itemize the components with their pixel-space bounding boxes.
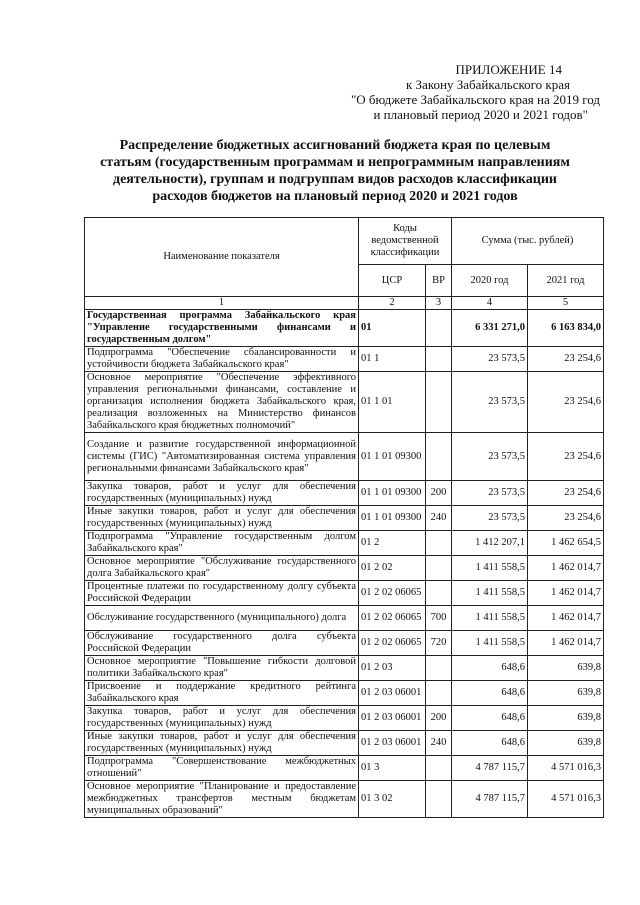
appendix-line-3: и плановый период 2020 и 2021 годов" bbox=[373, 107, 588, 122]
row-csr: 01 3 bbox=[359, 756, 426, 781]
appendix-block bbox=[300, 62, 600, 122]
row-vr bbox=[426, 781, 452, 818]
header-csr: ЦСР bbox=[359, 265, 426, 297]
row-sum-2020: 1 411 558,5 bbox=[452, 581, 528, 606]
row-sum-2020: 23 573,5 bbox=[452, 506, 528, 531]
row-sum-2020: 6 331 271,0 bbox=[452, 310, 528, 347]
row-sum-2021: 639,8 bbox=[528, 656, 604, 681]
row-csr: 01 2 bbox=[359, 531, 426, 556]
table-row bbox=[85, 531, 604, 556]
row-sum-2020: 648,6 bbox=[452, 656, 528, 681]
table-row bbox=[85, 781, 604, 818]
row-name: Обслуживание государственного (муниципального) долга bbox=[85, 606, 359, 631]
col-number: 5 bbox=[528, 297, 604, 310]
row-name: Государственная программа Забайкальского края "Управление государственными финансами и государственным долгом" bbox=[85, 310, 359, 347]
table-row bbox=[85, 581, 604, 606]
col-number: 3 bbox=[426, 297, 452, 310]
col-number: 2 bbox=[359, 297, 426, 310]
row-sum-2021: 23 254,6 bbox=[528, 481, 604, 506]
row-csr: 01 3 02 bbox=[359, 781, 426, 818]
row-csr: 01 2 02 06065 bbox=[359, 581, 426, 606]
row-name: Иные закупки товаров, работ и услуг для обеспечения государственных (муниципальных) нужд bbox=[85, 506, 359, 531]
row-sum-2020: 23 573,5 bbox=[452, 372, 528, 433]
row-csr: 01 2 02 06065 bbox=[359, 631, 426, 656]
row-name: Основное мероприятие "Обслуживание государственного долга Забайкальского края" bbox=[85, 556, 359, 581]
row-sum-2020: 23 573,5 bbox=[452, 347, 528, 372]
row-vr bbox=[426, 581, 452, 606]
row-vr bbox=[426, 656, 452, 681]
row-name: Обслуживание государственного долга субъекта Российской Федерации bbox=[85, 631, 359, 656]
table-row bbox=[85, 347, 604, 372]
row-sum-2020: 23 573,5 bbox=[452, 433, 528, 481]
row-csr: 01 1 01 09300 bbox=[359, 481, 426, 506]
row-sum-2020: 4 787 115,7 bbox=[452, 781, 528, 818]
column-number-row bbox=[85, 297, 604, 310]
row-vr bbox=[426, 556, 452, 581]
row-name: Подпрограмма "Совершенствование межбюджетных отношений" bbox=[85, 756, 359, 781]
row-csr: 01 2 02 06065 bbox=[359, 606, 426, 631]
row-name: Подпрограмма "Обеспечение сбалансированности и устойчивости бюджета Забайкальского края" bbox=[85, 347, 359, 372]
row-name: Подпрограмма "Управление государственным долгом Забайкальского края" bbox=[85, 531, 359, 556]
row-sum-2021: 23 254,6 bbox=[528, 372, 604, 433]
row-csr: 01 2 02 bbox=[359, 556, 426, 581]
row-vr: 700 bbox=[426, 606, 452, 631]
heading-line-2: статьям (государственным программам и непрограммным направлениям bbox=[100, 155, 570, 170]
header-codes: Коды ведомственной классификации bbox=[359, 218, 452, 265]
appendix-line-2: "О бюджете Забайкальского края на 2019 год bbox=[350, 92, 600, 107]
row-vr bbox=[426, 310, 452, 347]
row-csr: 01 2 03 06001 bbox=[359, 731, 426, 756]
row-sum-2020: 648,6 bbox=[452, 681, 528, 706]
table-row bbox=[85, 656, 604, 681]
row-csr: 01 1 01 09300 bbox=[359, 433, 426, 481]
table-row bbox=[85, 506, 604, 531]
row-name: Основное мероприятие "Обеспечение эффективного управления региональными финансами, составление и организация исполнения бюджета Забайкальского края, реализация возложенных на Министерство финансов Забайкальского края бюджетных полномочий" bbox=[85, 372, 359, 433]
row-sum-2021: 1 462 014,7 bbox=[528, 631, 604, 656]
row-name: Основное мероприятие "Повышение гибкости долговой политики Забайкальского края" bbox=[85, 656, 359, 681]
row-csr: 01 2 03 bbox=[359, 656, 426, 681]
table-row bbox=[85, 310, 604, 347]
row-sum-2021: 23 254,6 bbox=[528, 347, 604, 372]
header-vr: ВР bbox=[426, 265, 452, 297]
row-name: Закупка товаров, работ и услуг для обеспечения государственных (муниципальных) нужд bbox=[85, 481, 359, 506]
row-vr bbox=[426, 531, 452, 556]
row-csr: 01 2 03 06001 bbox=[359, 706, 426, 731]
document-heading bbox=[70, 137, 600, 205]
row-vr: 240 bbox=[426, 731, 452, 756]
header-2021: 2021 год bbox=[528, 265, 604, 297]
row-name: Процентные платежи по государственному долгу субъекта Российской Федерации bbox=[85, 581, 359, 606]
row-sum-2021: 1 462 654,5 bbox=[528, 531, 604, 556]
appendix-title: ПРИЛОЖЕНИЕ 14 bbox=[455, 62, 562, 77]
row-name: Создание и развитие государственной информационной системы (ГИС) "Автоматизированная система управления региональными финансами Забайкальского края" bbox=[85, 433, 359, 481]
row-vr: 200 bbox=[426, 706, 452, 731]
table-row bbox=[85, 433, 604, 481]
row-sum-2020: 648,6 bbox=[452, 731, 528, 756]
row-vr: 720 bbox=[426, 631, 452, 656]
row-sum-2021: 1 462 014,7 bbox=[528, 606, 604, 631]
header-sum: Сумма (тыс. рублей) bbox=[452, 218, 604, 265]
row-sum-2020: 1 412 207,1 bbox=[452, 531, 528, 556]
row-vr bbox=[426, 372, 452, 433]
row-vr bbox=[426, 433, 452, 481]
row-sum-2021: 639,8 bbox=[528, 731, 604, 756]
row-sum-2020: 23 573,5 bbox=[452, 481, 528, 506]
row-vr: 200 bbox=[426, 481, 452, 506]
row-vr: 240 bbox=[426, 506, 452, 531]
row-vr bbox=[426, 756, 452, 781]
col-number: 4 bbox=[452, 297, 528, 310]
heading-line-3: деятельности), группам и подгруппам видов расходов классификации bbox=[113, 172, 557, 187]
budget-table bbox=[84, 217, 604, 818]
table-row bbox=[85, 681, 604, 706]
header-name: Наименование показателя bbox=[85, 218, 359, 297]
row-name: Иные закупки товаров, работ и услуг для обеспечения государственных (муниципальных) нужд bbox=[85, 731, 359, 756]
row-name: Присвоение и поддержание кредитного рейтинга Забайкальского края bbox=[85, 681, 359, 706]
table-header-row bbox=[85, 218, 604, 265]
row-sum-2020: 1 411 558,5 bbox=[452, 631, 528, 656]
row-sum-2021: 4 571 016,3 bbox=[528, 781, 604, 818]
table-row bbox=[85, 731, 604, 756]
row-sum-2020: 1 411 558,5 bbox=[452, 556, 528, 581]
row-sum-2020: 4 787 115,7 bbox=[452, 756, 528, 781]
header-2020: 2020 год bbox=[452, 265, 528, 297]
row-sum-2021: 639,8 bbox=[528, 706, 604, 731]
row-csr: 01 1 bbox=[359, 347, 426, 372]
row-csr: 01 bbox=[359, 310, 426, 347]
row-sum-2021: 23 254,6 bbox=[528, 506, 604, 531]
table-row bbox=[85, 372, 604, 433]
row-sum-2021: 4 571 016,3 bbox=[528, 756, 604, 781]
table-row bbox=[85, 756, 604, 781]
row-vr bbox=[426, 681, 452, 706]
col-number: 1 bbox=[85, 297, 359, 310]
row-sum-2021: 1 462 014,7 bbox=[528, 581, 604, 606]
row-vr bbox=[426, 347, 452, 372]
heading-line-1: Распределение бюджетных ассигнований бюджета края по целевым bbox=[119, 138, 551, 153]
appendix-line-1: к Закону Забайкальского края bbox=[405, 77, 570, 92]
row-sum-2020: 648,6 bbox=[452, 706, 528, 731]
row-name: Закупка товаров, работ и услуг для обеспечения государственных (муниципальных) нужд bbox=[85, 706, 359, 731]
row-sum-2020: 1 411 558,5 bbox=[452, 606, 528, 631]
table-row bbox=[85, 556, 604, 581]
row-name: Основное мероприятие "Планирование и предоставление межбюджетных трансфертов местным бюджетам муниципальных образований" bbox=[85, 781, 359, 818]
row-sum-2021: 23 254,6 bbox=[528, 433, 604, 481]
table-row bbox=[85, 631, 604, 656]
table-row bbox=[85, 706, 604, 731]
row-csr: 01 1 01 09300 bbox=[359, 506, 426, 531]
row-sum-2021: 639,8 bbox=[528, 681, 604, 706]
row-csr: 01 2 03 06001 bbox=[359, 681, 426, 706]
row-csr: 01 1 01 bbox=[359, 372, 426, 433]
table-row bbox=[85, 606, 604, 631]
row-sum-2021: 6 163 834,0 bbox=[528, 310, 604, 347]
table-row bbox=[85, 481, 604, 506]
heading-line-4: расходов бюджетов на плановый период 2020 и 2021 годов bbox=[152, 189, 518, 204]
row-sum-2021: 1 462 014,7 bbox=[528, 556, 604, 581]
